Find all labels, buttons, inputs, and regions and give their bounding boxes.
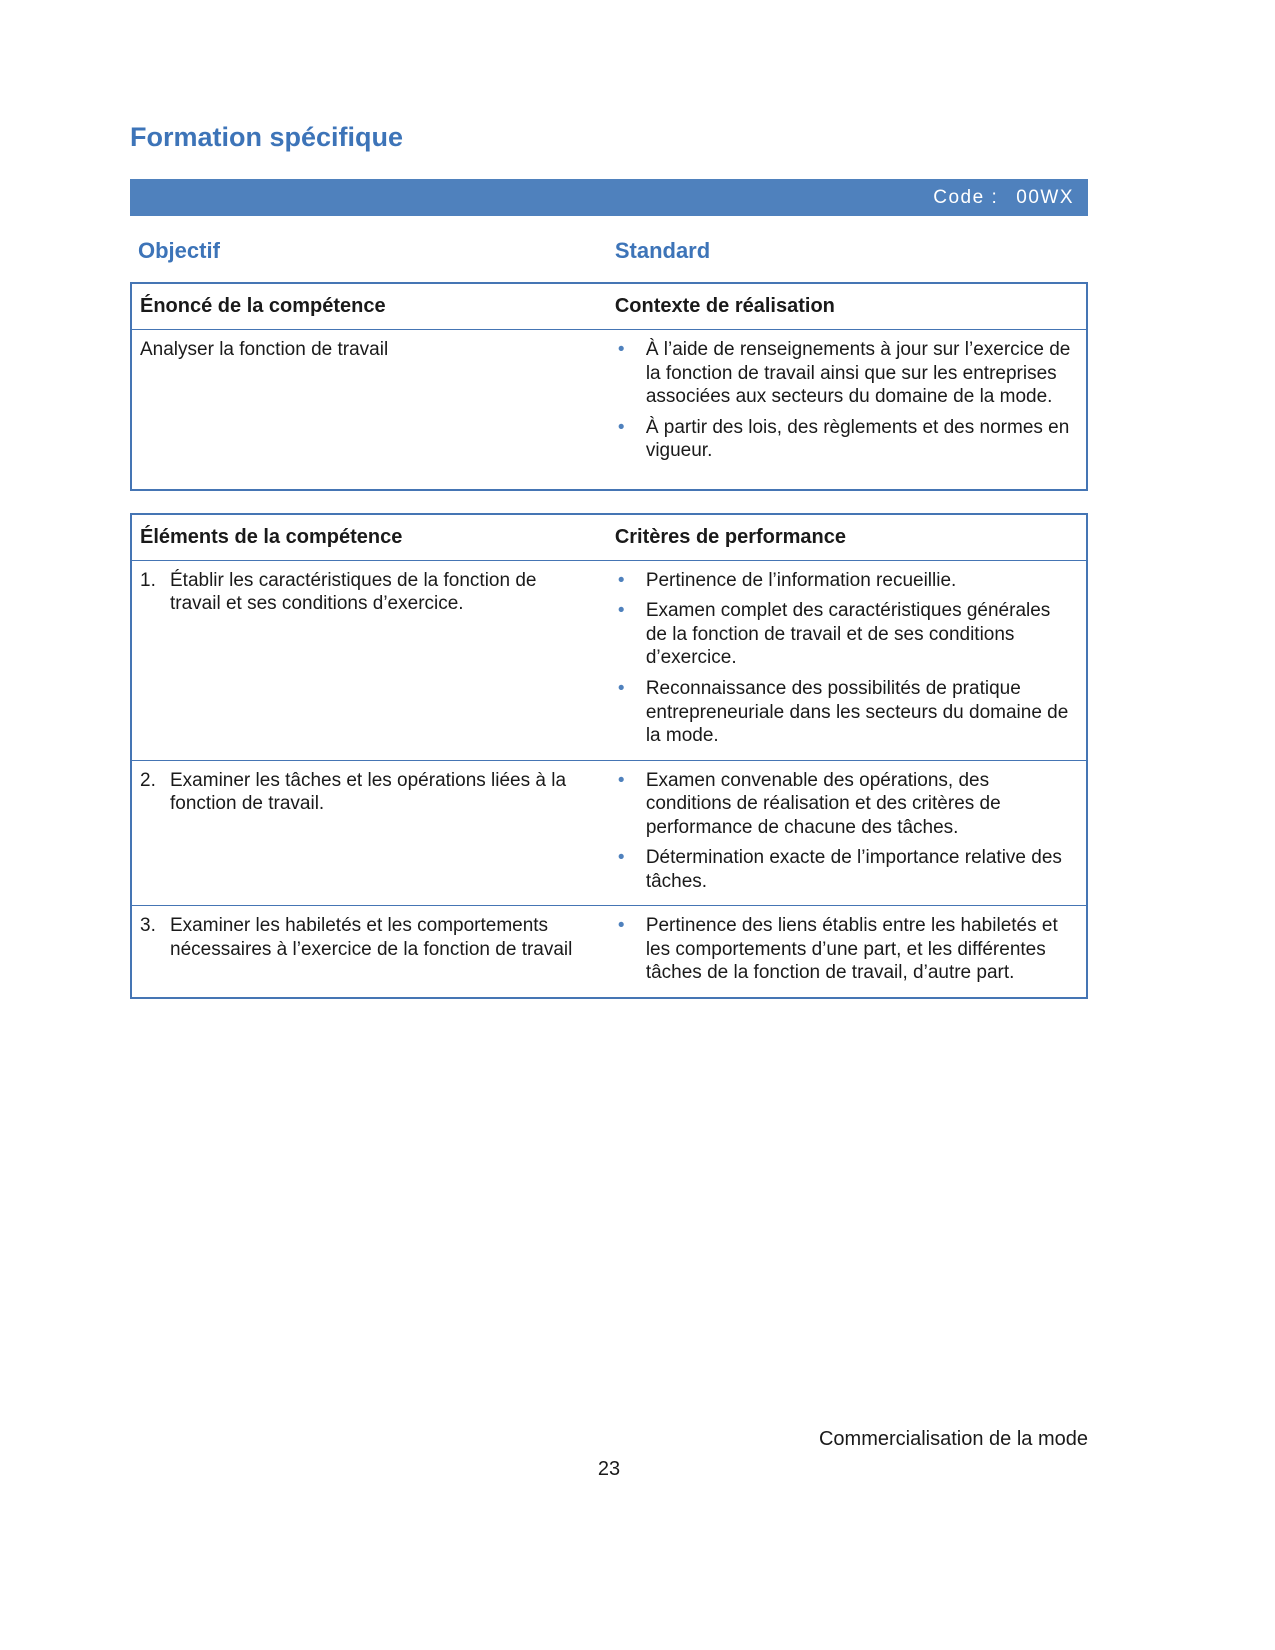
criteria-bullet-list <box>615 914 1072 985</box>
criteria-bullet-list <box>615 769 1072 894</box>
context-bullet-list <box>615 338 1072 463</box>
bullet-text: Examen complet des caractéristiques générales de la fonction de travail et de ses conditions d’exercice. <box>645 600 1051 669</box>
page-title: Formation spécifique <box>130 122 404 152</box>
context-cell <box>613 330 1086 489</box>
criteria-cell <box>613 761 1086 906</box>
elements-header-right: Critères de performance <box>614 525 847 548</box>
elements-table-header-row <box>132 515 1086 560</box>
competence-header-right: Contexte de réalisation <box>614 295 835 318</box>
numbered-item <box>140 569 587 616</box>
column-header-objectif: Objectif <box>138 238 220 264</box>
footer-document-name: Commercialisation de la mode <box>818 1428 1088 1450</box>
bullet-item <box>615 769 1072 840</box>
bullet-item <box>615 677 1072 748</box>
competence-table <box>130 282 1088 491</box>
item-text: Examiner les tâches et les opérations liées à la fonction de travail. <box>170 769 567 815</box>
item-number: 1. <box>140 569 156 591</box>
bullet-text: À partir des lois, des règlements et des normes en vigueur. <box>645 416 1070 462</box>
table-row <box>132 905 1086 997</box>
bullet-item <box>615 338 1072 409</box>
bullet-item <box>615 599 1072 670</box>
bullet-text: Pertinence de l’information recueillie. <box>645 569 957 591</box>
bullet-text: Pertinence des liens établis entre les habiletés et les comportements d’une part, et les différentes tâches de la fonction de travail, d’autre part. <box>645 915 1058 984</box>
competence-table-header-row <box>132 284 1086 329</box>
bullet-icon: • <box>617 339 625 361</box>
code-label: Code : <box>933 186 999 208</box>
bullet-text: Détermination exacte de l’importance relative des tâches. <box>645 847 1062 892</box>
bullet-icon: • <box>617 600 625 622</box>
bullet-icon: • <box>617 769 625 791</box>
bullet-text: À l’aide de renseignements à jour sur l’exercice de la fonction de travail ainsi que sur les entreprises associées aux secteurs du domaine de la mode. <box>645 339 1071 408</box>
numbered-item <box>140 914 587 961</box>
elements-header-left: Éléments de la compétence <box>140 525 403 548</box>
item-text: Établir les caractéristiques de la fonction de travail et ses conditions d’exercice. <box>170 569 537 615</box>
criteria-cell <box>613 561 1086 760</box>
elements-table <box>130 513 1088 999</box>
column-header-standard: Standard <box>614 238 711 264</box>
bullet-item <box>615 416 1072 463</box>
competence-statement: Analyser la fonction de travail <box>140 339 389 361</box>
table-row <box>132 560 1086 760</box>
bullet-icon: • <box>617 416 625 438</box>
bullet-text: Reconnaissance des possibilités de pratique entrepreneuriale dans les secteurs du domaine de la mode. <box>645 677 1069 747</box>
footer-page-number: 23 <box>597 1458 621 1480</box>
bullet-icon: • <box>617 569 625 591</box>
code-value: 00WX <box>1016 186 1074 208</box>
competence-header-left: Énoncé de la compétence <box>140 295 386 318</box>
bullet-icon: • <box>617 915 625 937</box>
item-number: 2. <box>140 769 156 791</box>
bullet-icon: • <box>617 677 625 699</box>
bullet-item <box>615 914 1072 985</box>
competence-table-body-row <box>132 329 1086 489</box>
element-cell <box>132 761 613 906</box>
item-number: 3. <box>140 915 156 937</box>
bullet-text: Examen convenable des opérations, des conditions de réalisation et des critères de performance de chacune des tâches. <box>645 769 1001 838</box>
item-text: Examiner les habiletés et les comportements nécessaires à l’exercice de la fonction de travail <box>170 915 573 960</box>
numbered-item <box>140 769 587 816</box>
bullet-item <box>615 846 1072 893</box>
element-cell <box>132 561 613 760</box>
bullet-icon: • <box>617 847 625 869</box>
page-content <box>130 0 1088 999</box>
code-bar <box>130 179 1088 216</box>
bullet-item <box>615 569 1072 593</box>
element-cell <box>132 906 613 997</box>
criteria-bullet-list <box>615 569 1072 748</box>
criteria-cell <box>613 906 1086 997</box>
column-headers <box>130 238 1088 264</box>
table-row <box>132 760 1086 906</box>
